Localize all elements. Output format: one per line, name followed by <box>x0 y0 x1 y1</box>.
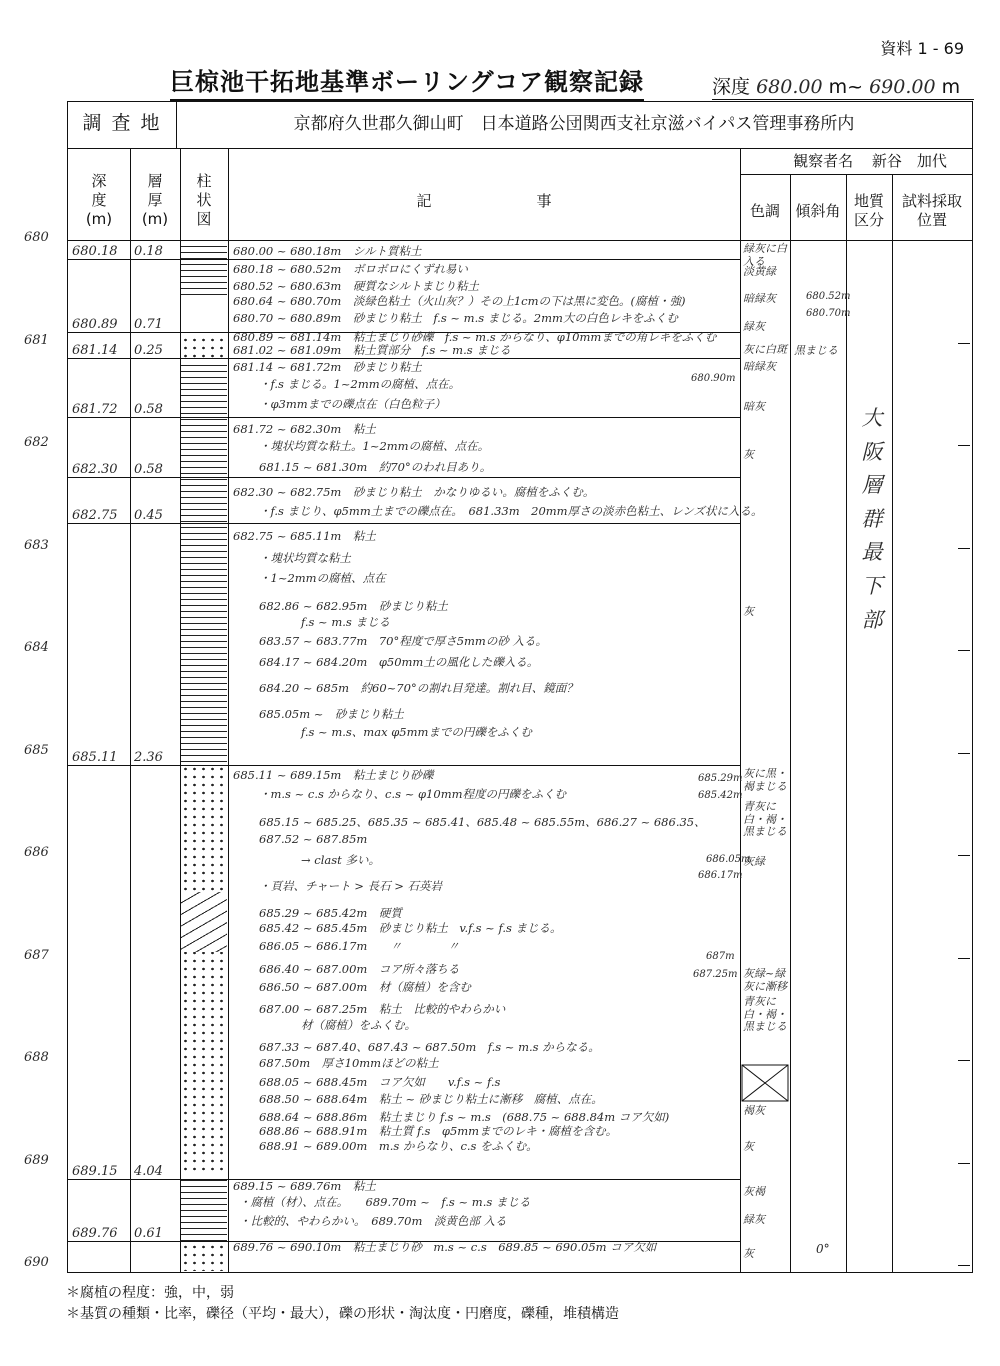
scale-label: 690 <box>24 1255 49 1270</box>
col-log: 柱 状 図 <box>196 172 212 228</box>
geo-char-4: 群 <box>861 506 883 531</box>
depth-range-label: 深度 <box>712 76 751 98</box>
scale-label: 689 <box>24 1152 49 1168</box>
boundary-thickness: 0.71 <box>134 317 163 333</box>
color-note: 灰 <box>743 1247 754 1260</box>
log-entry: 687.00 ~ 687.25m 粘土 比較的やわらかい <box>259 1002 506 1016</box>
col-sample: 試料採取 位置 <box>901 192 962 229</box>
log-entry: 685.29 ~ 685.42m 硬質 <box>259 906 402 920</box>
scale-label: 681 <box>24 332 49 348</box>
boundary-depth: 680.18 <box>72 244 118 260</box>
log-entry: → clast 多い。 <box>301 853 380 867</box>
log-diagonal-band <box>181 892 227 952</box>
dip-note-2: 0° <box>816 1242 830 1256</box>
boundary-depth: 685.11 <box>72 749 118 765</box>
log-entry: ・塊状均質な粘土 <box>259 551 351 565</box>
log-entry: 686.40 ~ 687.00m コア所々落ちる <box>259 962 460 976</box>
log-entry: ・1~2mmの腐植、点在 <box>259 571 386 585</box>
col-notes: 記 事 <box>416 192 552 210</box>
log-entry: ・比較的、やわらかい。 689.70m 淡黄色部 入る <box>239 1214 507 1228</box>
geo-char-3: 層 <box>861 473 883 498</box>
vline-7 <box>892 174 893 1272</box>
scale-label: 688 <box>24 1050 49 1065</box>
log-entry: 685.11 ~ 689.15m 粘土まじり砂礫 <box>233 768 434 782</box>
footnote-1: ＊腐植の程度：強，中，弱 <box>66 1285 234 1301</box>
log-clay <box>181 360 227 765</box>
boundary-thickness: 0.58 <box>134 402 163 418</box>
log-entry: 687.33 ~ 687.40、687.43 ~ 687.50m f.s ~ m.s からなる。 <box>259 1040 600 1054</box>
side-depth-mark: 685.29m <box>698 773 743 784</box>
log-clayey-sand <box>181 1243 227 1271</box>
col-dip: 傾斜角 <box>795 202 841 220</box>
depth-range <box>712 72 974 100</box>
color-note: 灰緑~緑灰に漸移 <box>743 967 787 993</box>
layer-boundary <box>68 477 740 478</box>
log-entry: 680.64 ~ 680.70m 淡緑色粘土（火山灰？）その上1cmの下は黒に変色。(腐植・強) <box>233 294 686 308</box>
vline-1 <box>130 148 131 1272</box>
boundary-depth: 681.72 <box>72 402 118 418</box>
side-depth-mark: 680.70m <box>806 308 851 319</box>
color-note: 灰 <box>743 1140 754 1153</box>
log-entry: 680.89 ~ 681.14m 粘土まじり砂礫 f.s ~ m.s からなり、φ10mmまでの角レキをふくむ <box>233 330 717 344</box>
color-note: 灰褐 <box>743 1185 765 1198</box>
log-entry: 687.52 ~ 687.85m <box>259 832 368 846</box>
log-entry: 688.64 ~ 688.86m 粘土まじり f.s ~ m.s (688.75 ~ 688.84m コア欠如) <box>259 1110 670 1124</box>
observer-name: 新谷 加代 <box>871 152 947 170</box>
boundary-depth: 689.15 <box>72 1163 118 1179</box>
core-log-sheet <box>67 101 973 1273</box>
boundary-depth: 682.30 <box>72 461 118 477</box>
color-note: 暗緑灰 <box>743 360 776 373</box>
color-note: 青灰に白・褐・黒まじる <box>743 800 787 839</box>
document-reference: 資料 1 - 69 <box>880 39 964 58</box>
log-entry: f.s ~ m.s、max φ5mmまでの円礫をふくむ <box>301 725 532 739</box>
color-note: 灰緑 <box>743 855 765 868</box>
log-entry: ・φ3mmまでの礫点在（白色粒子） <box>259 397 446 411</box>
vline-3 <box>228 148 229 1272</box>
col-thickness: 層 厚 (m) <box>141 172 169 228</box>
divider-observer <box>740 174 972 175</box>
boundary-depth: 682.75 <box>72 507 118 523</box>
log-entry: 685.05m ~ 砂まじり粘土 <box>259 707 404 721</box>
observer-label: 観察者名 <box>793 152 854 170</box>
log-entry: 688.05 ~ 688.45m コア欠如 v.f.s ~ f.s <box>259 1075 501 1089</box>
layer-boundary <box>68 1179 740 1180</box>
site-value: 京都府久世郡久御山町 日本道路公団関西支社京滋バイパス管理事務所内 <box>293 114 855 134</box>
side-depth-mark: 686.05m <box>706 854 751 865</box>
divider-site <box>68 148 972 149</box>
color-note: 灰 <box>743 605 754 618</box>
boundary-thickness: 2.36 <box>134 749 163 765</box>
log-silty-clay <box>181 241 227 295</box>
color-note: 淡黄緑 <box>743 265 776 278</box>
depth-range-to: 690.00 <box>869 76 936 98</box>
col-color: 色調 <box>749 202 780 220</box>
geo-char-2: 阪 <box>861 439 883 464</box>
log-entry: 685.42 ~ 685.45m 砂まじり粘土 v.f.s ~ f.s まじる。 <box>259 921 562 935</box>
col-depth: 深 度 (m) <box>85 172 113 228</box>
vline-6 <box>846 174 847 1272</box>
color-note: 緑灰 <box>743 1213 765 1226</box>
scale-label: 684 <box>24 640 49 655</box>
log-entry: ・f.s まじり、φ5mm土までの礫点在。 681.33m 20mm厚さの淡赤色粘土、レンズ状に入る。 <box>259 504 763 518</box>
side-depth-mark: 680.90m <box>691 373 736 384</box>
footnote-2: ＊基質の種類・比率，礫径（平均・最大），礫の形状・淘汰度・円磨度，礫種，堆積構造 <box>66 1306 619 1322</box>
log-entry: 680.18 ~ 680.52m ボロボロにくずれ易い <box>233 262 468 276</box>
scale-label: 682 <box>24 435 49 450</box>
layer-boundary <box>68 523 740 524</box>
log-entry: 680.00 ~ 680.18m シルト質粘土 <box>233 244 422 258</box>
log-entry: 683.57 ~ 683.77m 70°程度で厚さ5mmの砂 入る。 <box>259 634 547 648</box>
boundary-depth: 680.89 <box>72 317 118 333</box>
color-note: 灰に白斑 <box>743 343 787 356</box>
log-entry: 689.15 ~ 689.76m 粘土 <box>233 1179 376 1193</box>
depth-range-from: 680.00 <box>756 76 823 98</box>
log-entry: 681.02 ~ 681.09m 粘土質部分 f.s ~ m.s まじる <box>233 343 511 357</box>
layer-boundary <box>68 417 740 418</box>
color-note: 緑灰に白入る <box>743 242 787 268</box>
log-entry: 684.17 ~ 684.20m φ50mm土の風化した礫入る。 <box>259 655 539 669</box>
boundary-thickness: 0.25 <box>134 342 163 358</box>
side-depth-mark: 686.17m <box>698 870 743 881</box>
color-note: 褐灰 <box>743 1104 765 1117</box>
log-clay-lower <box>181 1175 227 1243</box>
log-entry: ・m.s ~ c.s からなり、c.s ~ φ10mm程度の円礫をふくむ <box>259 787 566 801</box>
core-missing-mark <box>741 1064 789 1102</box>
log-entry: 680.52 ~ 680.63m 硬質なシルトまじり粘土 <box>233 279 480 293</box>
scale-label: 686 <box>24 845 49 860</box>
scale-label: 685 <box>24 742 49 758</box>
vline-5 <box>790 174 791 1272</box>
log-entry: 682.86 ~ 682.95m 砂まじり粘土 <box>259 599 448 613</box>
dip-note-1: 黒まじる <box>794 344 838 357</box>
log-entry: 682.30 ~ 682.75m 砂まじり粘土 かなりゆるい。腐植をふくむ。 <box>233 485 595 499</box>
boundary-thickness: 0.58 <box>134 461 163 477</box>
depth-range-unit1: m~ <box>828 76 864 98</box>
log-entry: ・頁岩、チャート > 長石 > 石英岩 <box>259 879 443 893</box>
side-depth-mark: 680.52m <box>806 291 851 302</box>
scale-label: 680 <box>24 230 49 245</box>
boundary-thickness: 0.61 <box>134 1226 163 1242</box>
geo-char-5: 最 <box>861 540 883 565</box>
side-depth-mark: 687m <box>706 951 735 962</box>
log-entry: 687.50m 厚さ10mmほどの粘土 <box>259 1056 439 1070</box>
vline-4 <box>740 148 741 1272</box>
geo-char-6: 下 <box>861 573 883 598</box>
vline-site <box>176 102 177 148</box>
log-entry: ・f.s まじる。1~2mmの腐植、点在。 <box>259 377 461 391</box>
log-entry: ・塊状均質な粘土。1~2mmの腐植、点在。 <box>259 439 490 453</box>
color-note: 灰 <box>743 448 754 461</box>
log-entry: 686.05 ~ 686.17m 〃 〃 <box>259 939 460 953</box>
color-note: 暗灰 <box>743 400 765 413</box>
color-note: 灰に黒・褐まじる <box>743 767 787 793</box>
log-entry: 684.20 ~ 685m 約60~70°の割れ目発達。割れ目、鏡面？ <box>259 681 578 695</box>
log-entry: 688.91 ~ 689.00m m.s からなり、c.s をふくむ。 <box>259 1139 538 1153</box>
boundary-thickness: 0.45 <box>134 507 163 523</box>
scale-label: 687 <box>24 947 49 963</box>
log-gravel <box>181 336 227 360</box>
color-note: 青灰に白・褐・黒まじる <box>743 995 787 1034</box>
log-clayey-gravel <box>181 765 227 1175</box>
layer-boundary <box>68 765 740 766</box>
log-entry: 688.86 ~ 688.91m 粘土質 f.s φ5mmまでのレキ・腐植を含む。 <box>259 1124 618 1138</box>
log-entry: 689.76 ~ 690.10m 粘土まじり砂 m.s ~ c.s 689.85 ~ 690.05m コア欠如 <box>233 1240 657 1254</box>
geologic-unit <box>854 402 890 637</box>
log-entry: 688.50 ~ 688.64m 粘土 ~ 砂まじり粘土に漸移 腐植、点在。 <box>259 1092 603 1106</box>
log-entry: 680.70 ~ 680.89m 砂まじり粘土 f.s ~ m.s まじる。2mm大の白色レキをふくむ <box>233 311 678 325</box>
geo-char-1: 大 <box>861 406 883 430</box>
boundary-thickness: 4.04 <box>134 1163 163 1179</box>
page-title: 巨椋池干拓地基準ボーリングコア観察記録 <box>170 62 644 101</box>
log-entry: 685.15 ~ 685.25、685.35 ~ 685.41、685.48 ~ 685.55m、686.27 ~ 686.35、 <box>259 815 706 829</box>
log-entry: 681.15 ~ 681.30m 約70°のわれ目あり。 <box>259 460 492 474</box>
log-entry: 681.72 ~ 682.30m 粘土 <box>233 422 376 436</box>
scale-label: 683 <box>24 537 49 553</box>
color-note: 緑灰 <box>743 320 765 333</box>
side-depth-mark: 685.42m <box>698 790 743 801</box>
site-label: 調 査 地 <box>82 112 162 134</box>
observer <box>768 152 972 171</box>
depth-range-unit2: m <box>941 76 961 98</box>
log-entry: 681.14 ~ 681.72m 砂まじり粘土 <box>233 360 422 374</box>
log-entry: f.s ~ m.s まじる <box>301 615 390 629</box>
side-depth-mark: 687.25m <box>693 969 738 980</box>
geo-char-7: 部 <box>861 607 883 632</box>
log-entry: 686.50 ~ 687.00m 材（腐植）を含む <box>259 980 471 994</box>
log-entry: 材（腐植）をふくむ。 <box>301 1018 416 1032</box>
col-geo: 地質 区分 <box>853 192 884 229</box>
color-note: 暗緑灰 <box>743 292 776 305</box>
boundary-depth: 681.14 <box>72 342 118 358</box>
boundary-thickness: 0.18 <box>134 244 163 260</box>
log-entry: ・腐植（材）、点在。 689.70m ~ f.s ~ m.s まじる <box>239 1195 531 1209</box>
boundary-depth: 689.76 <box>72 1226 118 1242</box>
log-entry: 682.75 ~ 685.11m 粘土 <box>233 529 376 543</box>
